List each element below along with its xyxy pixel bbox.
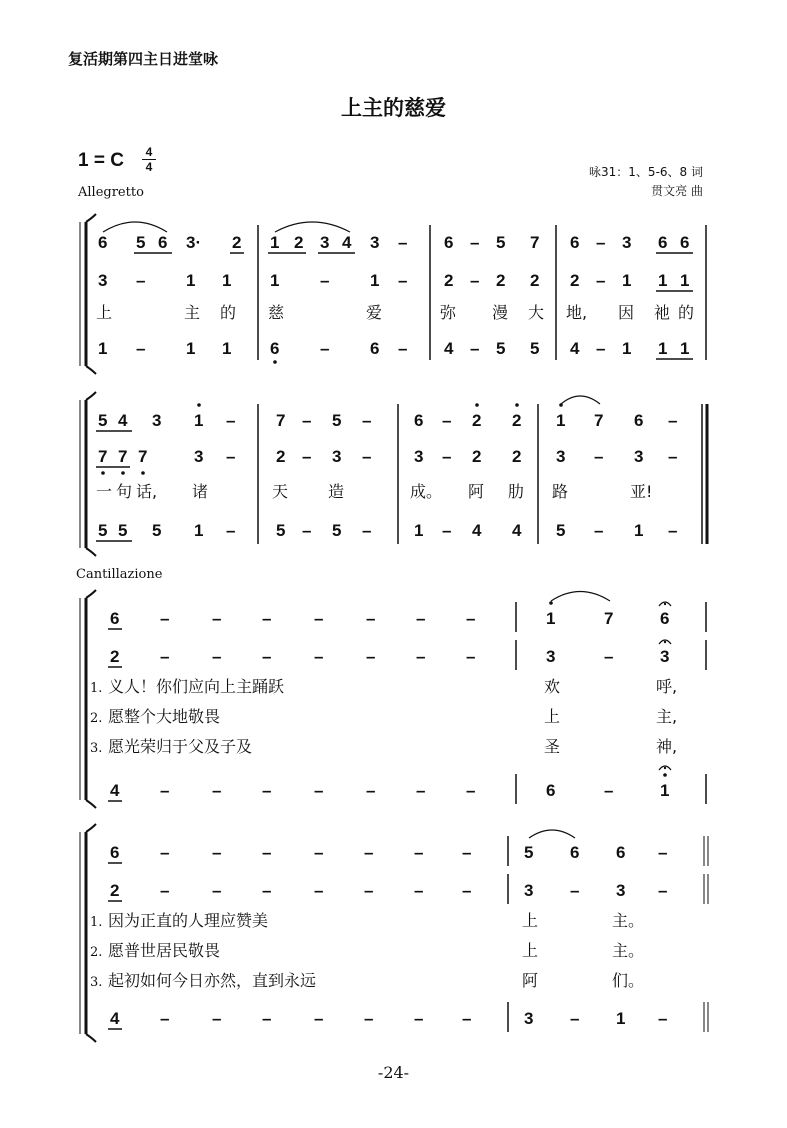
s2-bass-note: 5	[98, 521, 108, 540]
s3-soprano-note: 6	[660, 609, 670, 628]
s4-soprano-note: 6	[616, 843, 626, 862]
s4-alto-note: 3	[616, 881, 626, 900]
s2-soprano-note: 2	[472, 411, 482, 430]
s2-soprano-note: 6	[414, 411, 424, 430]
s2-soprano-note: 5	[98, 411, 108, 430]
s2-bass-note: –	[594, 521, 604, 540]
s3-bass-note: 1	[660, 781, 670, 800]
s1-soprano-note: 7	[530, 233, 540, 252]
s2-alto-note: –	[594, 447, 604, 466]
s4-bass-reciting-note: 4	[110, 1009, 120, 1028]
s1-alto-note: –	[470, 271, 480, 290]
s2-soprano-note: 1	[556, 411, 566, 430]
s2-bass-note: 1	[194, 521, 204, 540]
s1-lyric: 上	[96, 303, 113, 322]
s2-alto-note: 3	[194, 447, 204, 466]
sustain-dash: –	[364, 881, 374, 900]
s1-alto-note: –	[136, 271, 146, 290]
s1-bass-note: –	[320, 339, 330, 358]
s1-soprano-note: 6	[658, 233, 668, 252]
sustain-dash: –	[160, 781, 170, 800]
s3-verse-end: 欢	[544, 677, 561, 696]
sustain-dash: –	[160, 1009, 170, 1028]
s3-verse-end: 圣	[544, 737, 561, 756]
s4-verse-text: 因为正直的人理应赞美	[108, 911, 269, 930]
s1-bass-note: 6	[270, 339, 280, 358]
sustain-dash: –	[416, 647, 426, 666]
s2-bass-note: 4	[472, 521, 482, 540]
s1-bass-note: –	[136, 339, 146, 358]
s2-bass-note: 1	[634, 521, 644, 540]
s3-soprano-note: 1	[546, 609, 556, 628]
s1-alto-note: 1	[622, 271, 632, 290]
s4-verse-text: 起初如何今日亦然，直到永远	[108, 971, 317, 990]
s1-soprano-note: 5	[136, 233, 146, 252]
s4-verse-end: 主。	[612, 941, 645, 960]
s1-lyric: 的	[220, 303, 237, 322]
s1-alto-note: 1	[658, 271, 668, 290]
s2-soprano-note: –	[226, 411, 236, 430]
s4-alto-note: –	[658, 881, 668, 900]
s1-soprano-note: 5	[496, 233, 506, 252]
s2-soprano-note: 1	[194, 411, 204, 430]
s1-bass-note: 1	[622, 339, 632, 358]
sustain-dash: –	[314, 647, 324, 666]
s2-alto-note: –	[362, 447, 372, 466]
s1-bass-note: 5	[530, 339, 540, 358]
page-title: 上主的慈爱	[341, 95, 446, 120]
s2-bass-note: 5	[152, 521, 162, 540]
sustain-dash: –	[466, 647, 476, 666]
s4-alto-note: 3	[524, 881, 534, 900]
s2-soprano-note: 2	[512, 411, 522, 430]
page-number: -24-	[377, 1063, 410, 1082]
s2-alto-note: 7	[138, 447, 148, 466]
s1-alto-note: 2	[530, 271, 540, 290]
sustain-dash: –	[366, 781, 376, 800]
s2-soprano-note: –	[362, 411, 372, 430]
s1-alto-note: 1	[222, 271, 232, 290]
s3-verse-text: 义人！你们应向上主踊跃	[108, 677, 285, 696]
s4-verse-text: 愿普世居民敬畏	[108, 941, 221, 960]
lyrics-credit: 咏31：1、5-6、8 词	[589, 165, 703, 179]
s2-bass-note: 5	[276, 521, 286, 540]
s3-soprano-note: 7	[604, 609, 614, 628]
s2-soprano-note: 4	[118, 411, 128, 430]
s1-lyric: 弥	[440, 303, 457, 322]
sustain-dash: –	[414, 843, 424, 862]
sustain-dash: –	[416, 781, 426, 800]
s2-alto-note: –	[668, 447, 678, 466]
s1-soprano-note: 3	[622, 233, 632, 252]
s1-bass-note: 4	[570, 339, 580, 358]
s1-alto-note: 2	[496, 271, 506, 290]
s2-soprano-note: 3	[152, 411, 162, 430]
hymn-category: 复活期第四主日进堂咏	[68, 50, 219, 68]
s1-soprano-note: –	[596, 233, 606, 252]
s4-verse-end: 主。	[612, 911, 645, 930]
sustain-dash: –	[212, 781, 222, 800]
s1-lyric: 主	[184, 303, 201, 322]
s1-soprano-note: 1	[270, 233, 280, 252]
s1-lyric: 漫	[492, 303, 509, 322]
sustain-dash: –	[462, 1009, 472, 1028]
s1-soprano-note: 6	[444, 233, 454, 252]
s1-soprano-note: 2	[294, 233, 304, 252]
s3-soprano-reciting-note: 6	[110, 609, 120, 628]
s1-lyric: 祂	[654, 303, 671, 322]
s1-bass-note: –	[398, 339, 408, 358]
s3-verse-text: 愿整个大地敬畏	[108, 707, 221, 726]
sustain-dash: –	[160, 881, 170, 900]
sustain-dash: –	[466, 781, 476, 800]
s1-alto-note: 1	[370, 271, 380, 290]
s4-verse-number: 3.	[90, 975, 103, 990]
s2-soprano-note: –	[302, 411, 312, 430]
section-tempo-marking: Cantillazione	[76, 567, 163, 582]
s1-alto-note: 1	[186, 271, 196, 290]
s1-bass-note: 1	[186, 339, 196, 358]
s2-bass-note: –	[442, 521, 452, 540]
sustain-dash: –	[160, 609, 170, 628]
s2-alto-note: 3	[634, 447, 644, 466]
s2-alto-note: –	[302, 447, 312, 466]
s2-lyric: 话,	[136, 482, 158, 501]
s3-alto-reciting-note: 2	[110, 647, 120, 666]
s2-alto-note: 2	[512, 447, 522, 466]
s2-lyric: 成。	[410, 482, 443, 501]
s2-alto-note: –	[442, 447, 452, 466]
s2-alto-note: 2	[472, 447, 482, 466]
sustain-dash: –	[262, 781, 272, 800]
sustain-dash: –	[212, 609, 222, 628]
sustain-dash: –	[262, 881, 272, 900]
s1-bass-note: 1	[658, 339, 668, 358]
sustain-dash: –	[314, 843, 324, 862]
sustain-dash: –	[414, 1009, 424, 1028]
s3-verse-end: 呼,	[656, 677, 678, 696]
sustain-dash: –	[462, 843, 472, 862]
s4-soprano-note: 6	[570, 843, 580, 862]
system-4	[80, 824, 708, 1042]
sustain-dash: –	[314, 881, 324, 900]
sustain-dash: –	[364, 1009, 374, 1028]
s2-alto-note: 7	[118, 447, 128, 466]
s2-bass-note: 5	[332, 521, 342, 540]
s4-verse-end: 上	[522, 911, 539, 930]
s2-lyric: 造	[328, 482, 345, 501]
s3-alto-note: –	[604, 647, 614, 666]
meter-top: 4	[145, 145, 153, 159]
s3-verse-end: 上	[544, 707, 561, 726]
s3-verse-number: 1.	[90, 681, 103, 696]
s4-verse-end: 阿	[522, 971, 539, 990]
system-2	[80, 392, 707, 556]
sustain-dash: –	[366, 647, 376, 666]
s2-bass-note: 5	[556, 521, 566, 540]
s2-alto-note: 2	[276, 447, 286, 466]
s4-soprano-note: –	[658, 843, 668, 862]
s4-bass-note: –	[570, 1009, 580, 1028]
sustain-dash: –	[262, 647, 272, 666]
s1-alto-note: 2	[444, 271, 454, 290]
s2-soprano-note: 7	[276, 411, 286, 430]
s4-soprano-note: 5	[524, 843, 534, 862]
s3-alto-note: 3	[546, 647, 556, 666]
s4-bass-note: 3	[524, 1009, 534, 1028]
sustain-dash: –	[262, 1009, 272, 1028]
s1-lyric: 因	[618, 303, 635, 322]
s2-bass-note: 5	[118, 521, 128, 540]
s2-alto-note: 3	[332, 447, 342, 466]
s2-soprano-note: –	[442, 411, 452, 430]
sustain-dash: –	[314, 1009, 324, 1028]
s1-lyric: 爱	[366, 303, 383, 322]
sustain-dash: –	[462, 881, 472, 900]
s1-soprano-note: 3·	[186, 233, 202, 252]
sustain-dash: –	[366, 609, 376, 628]
s2-lyric: 亚!	[630, 482, 653, 501]
system-1	[80, 214, 706, 374]
sustain-dash: –	[262, 609, 272, 628]
s4-verse-end: 们。	[612, 971, 645, 990]
s2-soprano-note: 7	[594, 411, 604, 430]
s1-bass-note: 6	[370, 339, 380, 358]
key-signature: 1 = C	[78, 150, 124, 171]
s1-bass-note: –	[470, 339, 480, 358]
s2-lyric: 句	[116, 482, 133, 501]
sustain-dash: –	[212, 843, 222, 862]
s1-soprano-note: –	[398, 233, 408, 252]
s1-bass-note: 5	[496, 339, 506, 358]
s1-bass-note: 4	[444, 339, 454, 358]
s1-soprano-note: 6	[680, 233, 690, 252]
s2-lyric: 诸	[192, 482, 209, 501]
s1-soprano-note: 3	[370, 233, 380, 252]
sustain-dash: –	[212, 881, 222, 900]
s2-bass-note: 1	[414, 521, 424, 540]
s1-lyric: 的	[678, 303, 695, 322]
s4-verse-number: 1.	[90, 915, 103, 930]
s3-verse-end: 主,	[656, 707, 678, 726]
s4-alto-note: –	[570, 881, 580, 900]
tempo-marking: Allegretto	[78, 185, 144, 200]
s4-alto-reciting-note: 2	[110, 881, 120, 900]
s2-bass-note: –	[226, 521, 236, 540]
s3-verse-number: 3.	[90, 741, 103, 756]
s4-verse-number: 2.	[90, 945, 103, 960]
s4-soprano-reciting-note: 6	[110, 843, 120, 862]
sustain-dash: –	[314, 781, 324, 800]
s2-bass-note: 4	[512, 521, 522, 540]
s1-soprano-note: 6	[570, 233, 580, 252]
s1-soprano-note: 3	[320, 233, 330, 252]
s3-verse-number: 2.	[90, 711, 103, 726]
s3-alto-note: 3	[660, 647, 670, 666]
s1-lyric: 慈	[268, 303, 285, 322]
sustain-dash: –	[212, 1009, 222, 1028]
sustain-dash: –	[466, 609, 476, 628]
s1-soprano-note: –	[470, 233, 480, 252]
s2-lyric: 一	[96, 482, 113, 501]
sustain-dash: –	[414, 881, 424, 900]
s1-bass-note: –	[596, 339, 606, 358]
s1-lyric: 大	[528, 303, 545, 322]
s2-alto-note: –	[226, 447, 236, 466]
s1-alto-note: 1	[270, 271, 280, 290]
s1-alto-note: –	[398, 271, 408, 290]
s1-soprano-note: 6	[158, 233, 168, 252]
s3-bass-note: –	[604, 781, 614, 800]
sustain-dash: –	[160, 843, 170, 862]
s4-bass-note: –	[658, 1009, 668, 1028]
sustain-dash: –	[212, 647, 222, 666]
s2-alto-note: 3	[556, 447, 566, 466]
sustain-dash: –	[160, 647, 170, 666]
sustain-dash: –	[364, 843, 374, 862]
s2-lyric: 路	[552, 482, 569, 501]
s3-bass-note: 6	[546, 781, 556, 800]
s2-soprano-note: –	[668, 411, 678, 430]
s1-alto-note: –	[596, 271, 606, 290]
s2-soprano-note: 6	[634, 411, 644, 430]
s2-bass-note: –	[362, 521, 372, 540]
s1-bass-note: 1	[680, 339, 690, 358]
s2-alto-note: 3	[414, 447, 424, 466]
s1-alto-note: 2	[570, 271, 580, 290]
s1-alto-note: –	[320, 271, 330, 290]
sustain-dash: –	[314, 609, 324, 628]
s3-verse-text: 愿光荣归于父及子及	[108, 737, 253, 756]
system-3	[80, 590, 706, 808]
s1-soprano-note: 4	[342, 233, 352, 252]
s1-alto-note: 1	[680, 271, 690, 290]
sustain-dash: –	[416, 609, 426, 628]
s2-bass-note: –	[302, 521, 312, 540]
meter-bottom: 4	[145, 160, 153, 174]
s2-bass-note: –	[668, 521, 678, 540]
s2-alto-note: 7	[98, 447, 108, 466]
s2-soprano-note: 5	[332, 411, 342, 430]
music-credit: 贯文亮 曲	[651, 184, 703, 198]
s1-soprano-note: 2	[232, 233, 242, 252]
s3-verse-end: 神,	[656, 737, 678, 756]
s1-alto-note: 3	[98, 271, 108, 290]
s2-lyric: 肋	[508, 482, 525, 501]
s4-verse-end: 上	[522, 941, 539, 960]
s1-soprano-note: 6	[98, 233, 108, 252]
sustain-dash: –	[262, 843, 272, 862]
s2-lyric: 天	[272, 482, 289, 501]
s3-bass-reciting-note: 4	[110, 781, 120, 800]
s1-bass-note: 1	[222, 339, 232, 358]
s1-lyric: 地,	[566, 303, 588, 322]
s2-lyric: 阿	[468, 482, 485, 501]
s1-bass-note: 1	[98, 339, 108, 358]
s4-bass-note: 1	[616, 1009, 626, 1028]
